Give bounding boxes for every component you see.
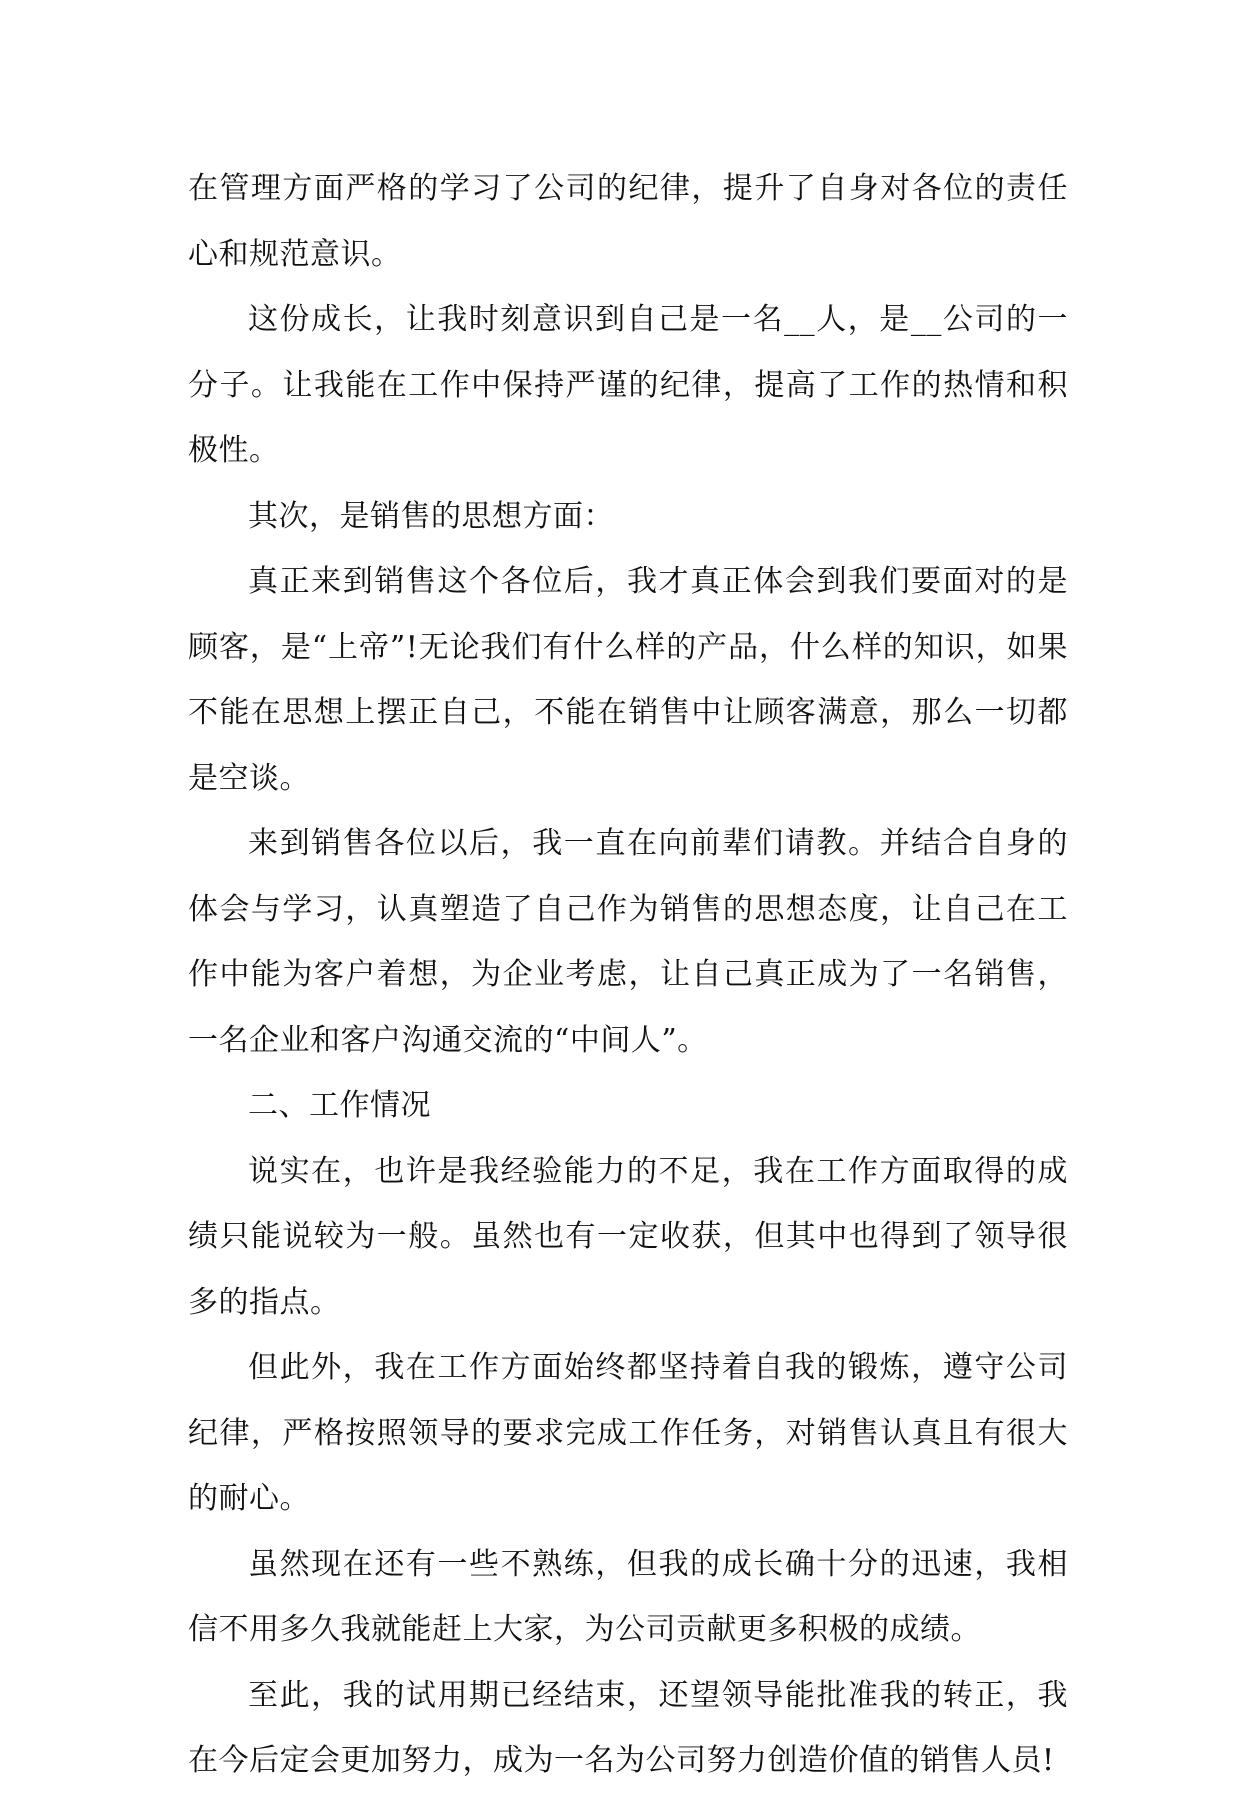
- paragraph: 其次，是销售的思想方面：: [248, 498, 614, 534]
- paragraph: 至此，我的试用期已经结束，还望领导能批准我的转正，我在今后定会更加努力，成为一名为公司努力创造价值的销售人员!: [188, 1677, 1068, 1778]
- paragraph: 在管理方面严格的学习了公司的纪律，提升了自身对各位的责任心和规范意识。: [188, 171, 1068, 272]
- document-body: [188, 156, 1068, 1794]
- section-heading: 二、工作情况: [248, 1088, 431, 1123]
- paragraph: 真正来到销售这个各位后，我才真正体会到我们要面对的是顾客，是“上帝”!无论我们有什么样的产品，什么样的知识，如果不能在思想上摆正自己，不能在销售中让顾客满意，那么一切都是空谈。: [188, 564, 1068, 796]
- paragraph: 来到销售各位以后，我一直在向前辈们请教。并结合自身的体会与学习，认真塑造了自己作为销售的思想态度，让自己在工作中能为客户着想，为企业考虑，让自己真正成为了一名销售，一名企业和客户沟通交流的“中间人”。: [188, 826, 1068, 1058]
- paragraph: 这份成长，让我时刻意识到自己是一名__人，是__公司的一分子。让我能在工作中保持严谨的纪律，提高了工作的热情和积极性。: [188, 302, 1068, 468]
- paragraph: 虽然现在还有一些不熟练，但我的成长确十分的迅速，我相信不用多久我就能赶上大家，为公司贡献更多积极的成绩。: [188, 1546, 1068, 1647]
- paragraph: 说实在，也许是我经验能力的不足，我在工作方面取得的成绩只能说较为一般。虽然也有一定收获，但其中也得到了领导很多的指点。: [188, 1153, 1068, 1320]
- paragraph: 但此外，我在工作方面始终都坚持着自我的锻炼，遵守公司纪律，严格按照领导的要求完成工作任务，对销售认真且有很大的耐心。: [188, 1350, 1068, 1516]
